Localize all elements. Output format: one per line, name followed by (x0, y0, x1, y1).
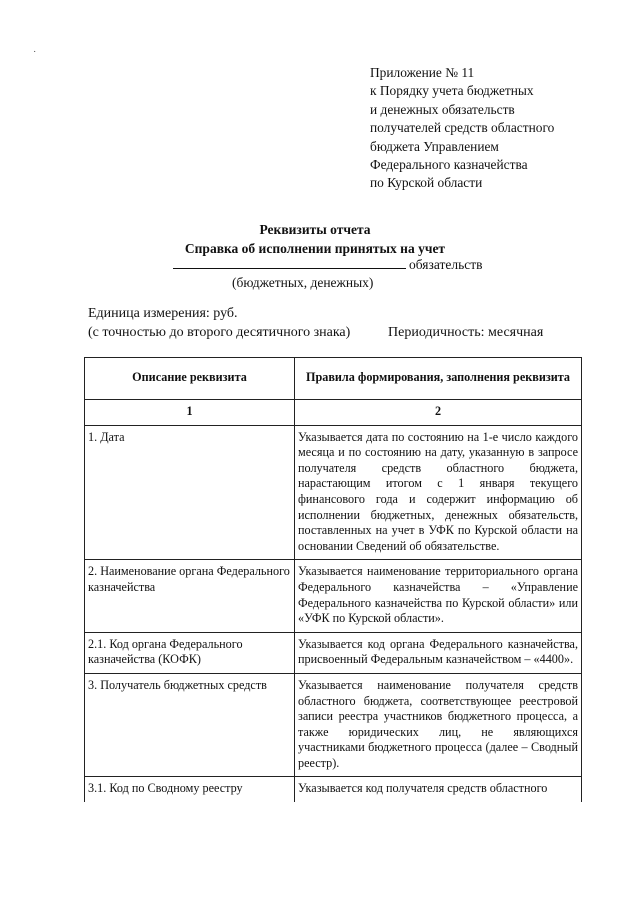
requisite-name: 3.1. Код по Сводному реестру (85, 777, 295, 802)
appendix-line: по Курской области (370, 175, 483, 191)
requisite-rule: Указывается код получателя средств областного (295, 777, 582, 802)
report-meta (88, 304, 543, 342)
appendix-line: и денежных обязательств (370, 101, 515, 117)
appendix-line: получателей средств областного (370, 120, 555, 136)
requisite-rule: Указывается код органа Федерального казначейства, присвоенный Федеральным казначейством – «4400». (295, 632, 582, 673)
requisites-table (84, 357, 582, 802)
column-number-row (85, 400, 582, 426)
requisite-name: 3. Получатель бюджетных средств (85, 673, 295, 777)
blank-hint: (бюджетных, денежных) (232, 275, 374, 290)
requisite-name: 2. Наименование органа Федерального казначейства (85, 560, 295, 632)
title-line-1: Реквизиты отчета (259, 222, 371, 237)
stray-mark: ˙ (33, 50, 37, 61)
appendix-line: к Порядку учета бюджетных (370, 83, 534, 99)
obligation-type-blank (173, 256, 483, 274)
appendix-line: Приложение № 11 (370, 65, 475, 80)
appendix-line: бюджета Управлением (370, 138, 499, 154)
column-header: Описание реквизита (85, 358, 295, 400)
appendix-line: Федерального казначейства (370, 157, 528, 173)
requisite-rule: Указывается наименование получателя средств областного бюджета, соответствующее реестровой записи реестра участников бюджетного процесса, а также юридических лиц, не являющихся участниками бюджетного процесса (далее – Сводный реестр). (295, 673, 582, 777)
requisite-name: 2.1. Код органа Федерального казначейства (КОФК) (85, 632, 295, 673)
blank-suffix: обязательств (409, 257, 483, 272)
requisite-rule: Указывается дата по состоянию на 1-е число каждого месяца и по состоянию на дату, указанную в запросе получателя средств областного бюджета, нарастающим итогом с 1 января текущего финансового года и содержит информацию об исполнении бюджетных, денежных обязательств, поставленных на учет в УФК по Курской области на основании Сведений об обязательстве. (295, 425, 582, 560)
table-header-row (85, 358, 582, 400)
unit-of-measure: Единица измерения: руб. (88, 306, 238, 321)
table-row (85, 777, 582, 802)
title-line-2: Справка об исполнении принятых на учет (184, 241, 446, 256)
table-row (85, 425, 582, 560)
fill-in-rule (173, 256, 406, 269)
requisite-name: 1. Дата (85, 425, 295, 560)
column-number: 2 (295, 400, 582, 426)
table-row (85, 632, 582, 673)
column-header: Правила формирования, заполнения реквизита (295, 358, 582, 400)
table-row (85, 673, 582, 777)
table-row (85, 560, 582, 632)
periodicity: Периодичность: месячная (388, 325, 544, 340)
requisite-rule: Указывается наименование территориального органа Федерального казначейства – «Управление Федерального казначейства по Курской области» или «УФК по Курской области». (295, 560, 582, 632)
column-number: 1 (85, 400, 295, 426)
precision-note: (с точностью до второго десятичного знака) (88, 325, 351, 340)
document-title (120, 220, 510, 258)
appendix-note (370, 64, 620, 193)
